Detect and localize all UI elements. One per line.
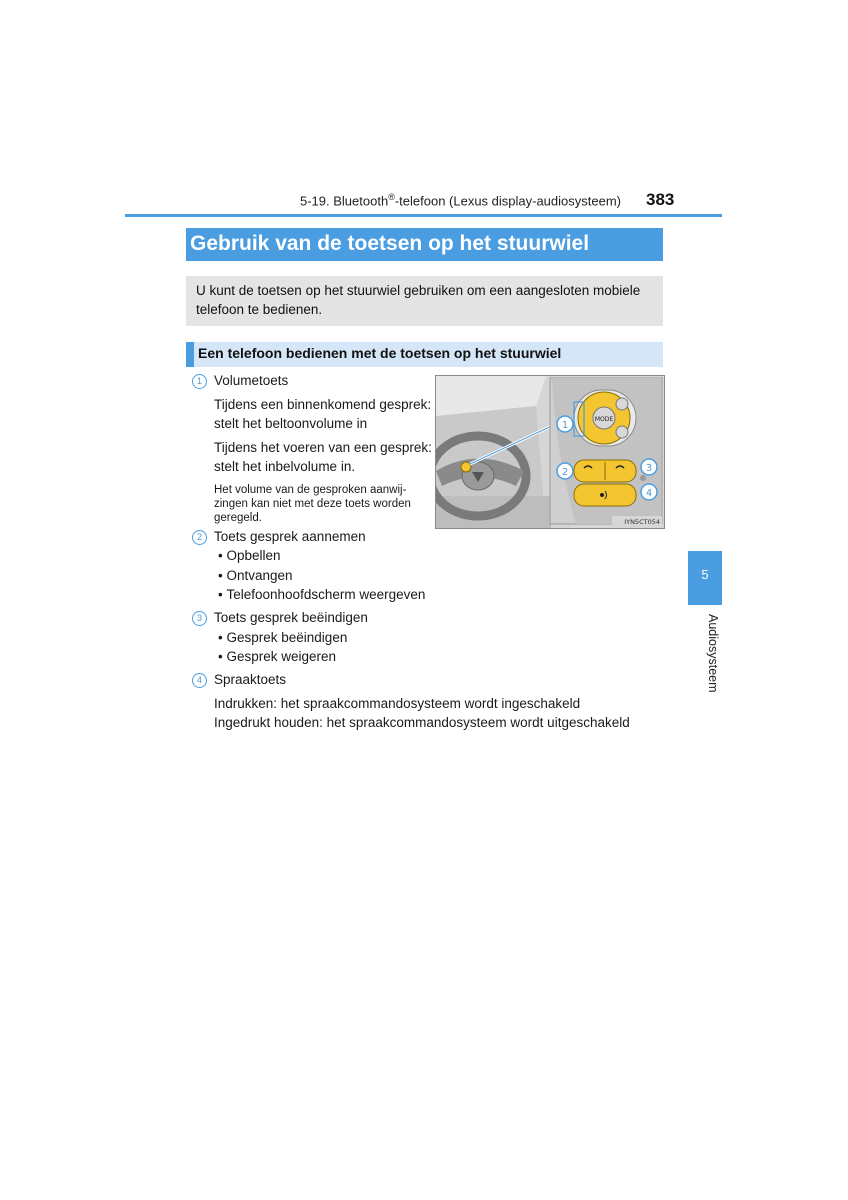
item-label-3: Toets gesprek beëindigen [214,610,368,625]
mode-label: MODE [594,416,614,423]
call-buttons-icon [574,460,636,482]
header-title-sup: ® [388,192,395,202]
svg-text:3: 3 [645,463,653,474]
intro-line-2: telefoon te bedienen. [196,302,323,317]
item-1-line: stelt het beltoonvolume in [214,416,368,431]
item-1-line: Tijdens het voeren van een gesprek: [214,440,432,455]
item-2-bullet: • Ontvangen [218,568,293,583]
callout-1 [557,416,573,432]
item-3-bullet: • Gesprek weigeren [218,649,337,664]
callout-3 [641,459,657,475]
item-label-2: Toets gesprek aannemen [214,529,366,544]
callout-2 [557,463,573,479]
section-title: Gebruik van de toetsen op het stuurwiel [186,228,663,261]
item-4-line: Ingedrukt houden: het spraakcommandosysteem wordt uitgeschakeld [214,715,630,730]
item-1-line: Tijdens een binnenkomend gesprek: [214,397,432,412]
steering-wheel-figure [435,375,665,529]
figure-code: IYN5CT054 [624,518,660,526]
sub-title: Een telefoon bedienen met de toetsen op het stuurwiel [186,342,663,367]
chapter-label: Audiosysteem [706,614,720,693]
header-title-suffix: -telefoon (Lexus display-audiosysteem) [394,193,621,209]
item-number-3: 3 [192,611,207,626]
page-number: 383 [646,190,675,209]
header-title-prefix: 5-19. Bluetooth [300,193,389,209]
item-2-bullet: • Telefoonhoofdscherm weergeven [218,587,426,602]
item-1-note: zingen kan niet met deze toets worden [214,498,411,510]
svg-text:4: 4 [645,488,653,499]
item-2-bullet: • Opbellen [218,548,281,563]
item-4-line: Indrukken: het spraakcommandosysteem wordt ingeschakeld [214,696,581,711]
item-1-note: Het volume van de gesproken aanwij- [214,484,407,496]
svg-text:1: 1 [561,420,569,431]
item-1-line: stelt het inbelvolume in. [214,459,356,474]
steering-wheel-illustration [436,376,664,528]
intro-line-1: U kunt de toetsen op het stuurwiel gebruiken om een aangesloten mobiele [196,283,641,298]
intro-box [186,276,663,326]
running-header [300,192,620,208]
item-1-note: geregeld. [214,512,262,524]
item-number-1: 1 [192,374,207,389]
callout-4 [641,484,657,500]
item-3-bullet: • Gesprek beëindigen [218,630,348,645]
item-number-4: 4 [192,673,207,688]
svg-text:2: 2 [561,467,569,478]
header-rule [125,214,722,217]
item-label-1: Volumetoets [214,373,289,388]
chapter-tab: 5 [688,551,722,605]
item-label-4: Spraaktoets [214,672,287,687]
item-number-2: 2 [192,530,207,545]
voice-button-icon [574,484,636,506]
